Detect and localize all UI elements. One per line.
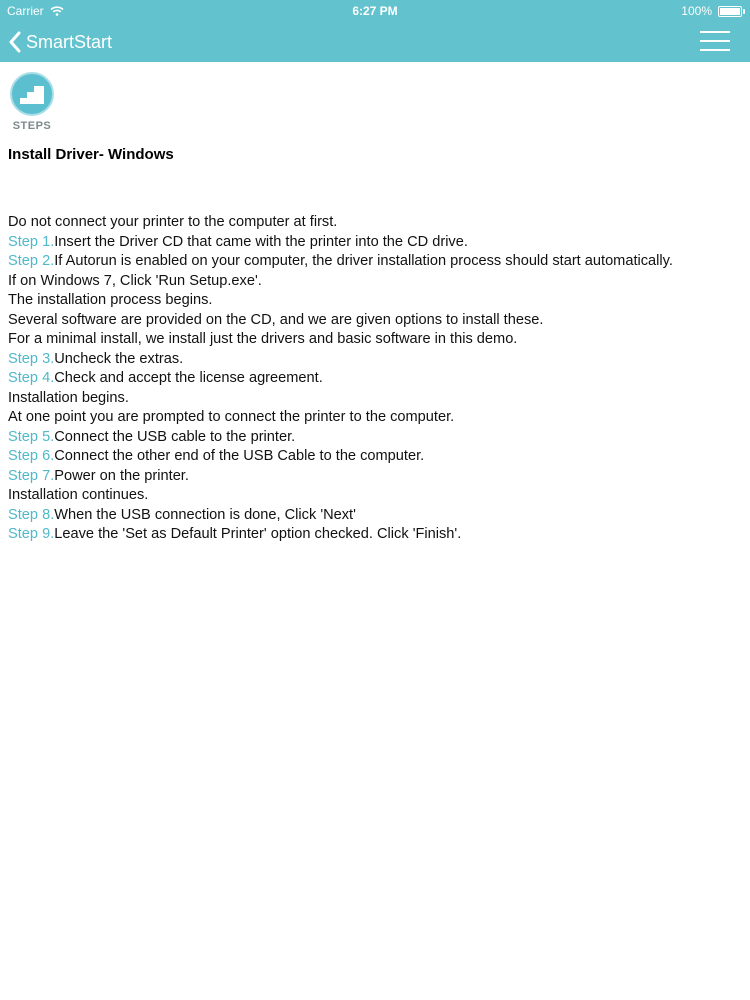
- page-title: Install Driver- Windows: [8, 146, 174, 163]
- instruction-line: [8, 213, 742, 233]
- status-time: 6:27 PM: [352, 4, 398, 18]
- instruction-line: [8, 408, 742, 428]
- step-number: Step 6.: [8, 448, 55, 464]
- navigation-bar: [0, 22, 750, 62]
- step-number: Step 8.: [8, 506, 55, 523]
- instruction-text: At one point you are prompted to connect the printer to the computer.: [8, 409, 455, 425]
- steps-badge: [8, 72, 56, 132]
- instruction-text: Uncheck the extras.: [54, 350, 184, 367]
- instruction-line: [8, 291, 742, 311]
- instruction-line: [8, 506, 742, 526]
- chevron-left-icon: [8, 31, 22, 53]
- battery-icon: [718, 6, 742, 17]
- step-number: Step 3.: [8, 350, 55, 367]
- instruction-line: [8, 272, 742, 292]
- instruction-line: [8, 447, 742, 467]
- hamburger-icon-line: [700, 40, 730, 42]
- instruction-text: If on Windows 7, Click 'Run Setup.exe'.: [8, 272, 262, 289]
- instruction-text: Several software are provided on the CD, and we are given options to install these.: [8, 311, 544, 328]
- instruction-text: Power on the printer.: [54, 467, 189, 484]
- instruction-line: [8, 428, 742, 448]
- step-number: Step 4.: [8, 370, 55, 386]
- instruction-text: When the USB connection is done, Click 'Next': [54, 506, 356, 523]
- step-number: Step 1.: [8, 233, 55, 250]
- status-bar: [0, 0, 750, 22]
- instruction-text: Installation continues.: [8, 487, 149, 503]
- hamburger-icon-line: [700, 31, 730, 33]
- instruction-line: [8, 330, 742, 350]
- instruction-text: Installation begins.: [8, 389, 129, 406]
- step-number: Step 5.: [8, 428, 55, 445]
- instruction-text: If Autorun is enabled on your computer, the driver installation process should start automatically.: [54, 253, 673, 269]
- instruction-text: The installation process begins.: [8, 292, 213, 308]
- back-button[interactable]: [8, 28, 112, 56]
- instruction-text: Check and accept the license agreement.: [54, 370, 323, 386]
- carrier-label: Carrier: [7, 4, 44, 18]
- instruction-line: [8, 486, 742, 506]
- step-number: Step 7.: [8, 467, 55, 484]
- instruction-line: [8, 525, 742, 545]
- instruction-text: Do not connect your printer to the computer at first.: [8, 214, 338, 230]
- instruction-line: [8, 252, 742, 272]
- step-number: Step 2.: [8, 253, 55, 269]
- top-bar: [0, 0, 750, 62]
- instruction-text: Leave the 'Set as Default Printer' option checked. Click 'Finish'.: [54, 526, 462, 542]
- instruction-text: Insert the Driver CD that came with the printer into the CD drive.: [54, 233, 468, 250]
- instruction-list: [8, 213, 742, 545]
- back-label: SmartStart: [26, 31, 113, 52]
- hamburger-icon-line: [700, 49, 730, 51]
- menu-button[interactable]: [700, 29, 732, 53]
- instruction-line: [8, 467, 742, 487]
- instruction-line: [8, 389, 742, 409]
- instruction-line: [8, 350, 742, 370]
- step-number: Step 9.: [8, 526, 55, 542]
- battery-indicator: [681, 4, 742, 18]
- instruction-line: [8, 233, 742, 253]
- battery-percent: 100%: [681, 4, 712, 18]
- steps-label: STEPS: [12, 120, 52, 132]
- instruction-text: Connect the USB cable to the printer.: [54, 428, 296, 445]
- instruction-line: [8, 369, 742, 389]
- stairs-icon: [10, 72, 54, 116]
- content-area: [8, 72, 742, 545]
- instruction-text: For a minimal install, we install just the drivers and basic software in this demo.: [8, 331, 518, 347]
- instruction-text: Connect the other end of the USB Cable to the computer.: [54, 448, 425, 464]
- instruction-line: [8, 311, 742, 331]
